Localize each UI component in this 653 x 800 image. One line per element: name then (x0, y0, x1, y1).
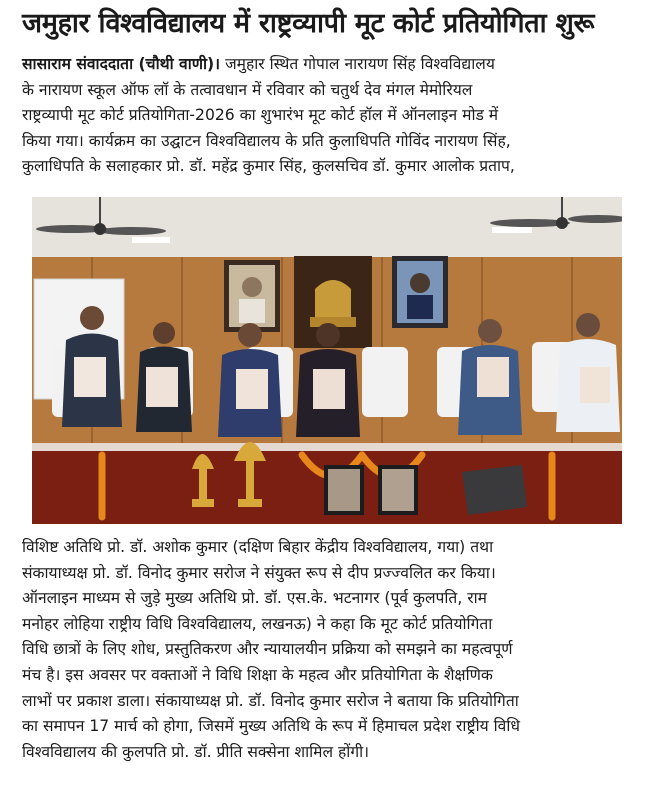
byline: सासाराम संवाददाता (चौथी वाणी)। (22, 55, 221, 73)
ceiling-light (492, 227, 532, 233)
portrait-figure (242, 277, 262, 297)
national-emblem-icon (315, 280, 351, 317)
photo-frame-image (382, 469, 414, 511)
paragraph-line: संकायाध्यक्ष प्रो. डॉ. विनोद कुमार सरोज ने संयुक्त रूप से दीप प्रज्ज्वलित कर किया। (22, 563, 496, 582)
table-edge (32, 443, 622, 451)
paragraph-line: के नारायण स्कूल ऑफ लॉ के तत्वावधान में रविवार को चतुर्थ देव मंगल मेमोरियल (22, 80, 473, 99)
headline: जमुहार विश्वविद्यालय में राष्ट्रव्यापी मूट कोर्ट प्रतियोगिता शुरू (22, 8, 595, 39)
paragraph-line: का समापन 17 मार्च को होगा, जिसमें मुख्य अतिथि के रूप में हिमाचल प्रदेश राष्ट्रीय विधि (22, 717, 520, 736)
ceiling-light (132, 237, 170, 243)
paragraph-line: मंच है। इस अवसर पर वक्ताओं ने विधि शिक्षा के महत्व और प्रतियोगिता के शैक्षणिक (22, 665, 493, 684)
paragraph-intro (22, 52, 640, 180)
paragraph-line: विश्वविद्यालय की कुलपति प्रो. डॉ. प्रीति सक्सेना शामिल होंगी। (22, 742, 370, 761)
paragraph-line: मनोहर लोहिया राष्ट्रीय विधि विश्वविद्यालय, लखनऊ) ने कहा कि मूट कोर्ट प्रतियोगिता (22, 614, 493, 633)
portrait-figure (410, 273, 430, 293)
photo-frame-image (328, 469, 360, 511)
paragraph-text: जमुहार स्थित गोपाल नारायण सिंह विश्वविद्यालय (220, 55, 495, 73)
paragraph-line: कुलाधिपति के सलाहकार प्रो. डॉ. महेंद्र कुमार सिंह, कुलसचिव डॉ. कुमार आलोक प्रताप, (22, 157, 515, 176)
paragraph-line: किया गया। कार्यक्रम का उद्घाटन विश्वविद्यालय के प्रति कुलाधिपति गोविंद नारायण सिंह, (22, 131, 511, 150)
portrait-figure (407, 295, 433, 319)
event-photo-illustration (32, 197, 622, 524)
portrait-figure (239, 299, 265, 323)
paragraph-continuation (22, 535, 640, 765)
paragraph-line: ऑनलाइन माध्यम से जुड़े मुख्य अतिथि प्रो. डॉ. एस.के. भटनागर (पूर्व कुलपति, राम (22, 589, 487, 608)
paragraph-line (22, 52, 640, 78)
ceiling (32, 197, 622, 257)
laptop-icon (462, 465, 527, 515)
paragraph-line: राष्ट्रव्यापी मूट कोर्ट प्रतियोगिता-2026 का शुभारंभ मूट कोर्ट हॉल में ऑनलाइन मोड में (22, 106, 499, 125)
paragraph-line: लाभों पर प्रकाश डाला। संकायाध्यक्ष प्रो. डॉ. विनोद कुमार सरोज ने बताया कि प्रतियोगिता (22, 691, 519, 710)
paragraph-line: विशिष्ट अतिथि प्रो. डॉ. अशोक कुमार (दक्षिण बिहार केंद्रीय विश्वविद्यालय, गया) तथा (22, 538, 494, 556)
event-photo (32, 197, 622, 524)
paragraph-line: विधि छात्रों के लिए शोध, प्रस्तुतिकरण और न्यायालयीन प्रक्रिया को समझने का महत्वपूर्ण (22, 640, 513, 659)
